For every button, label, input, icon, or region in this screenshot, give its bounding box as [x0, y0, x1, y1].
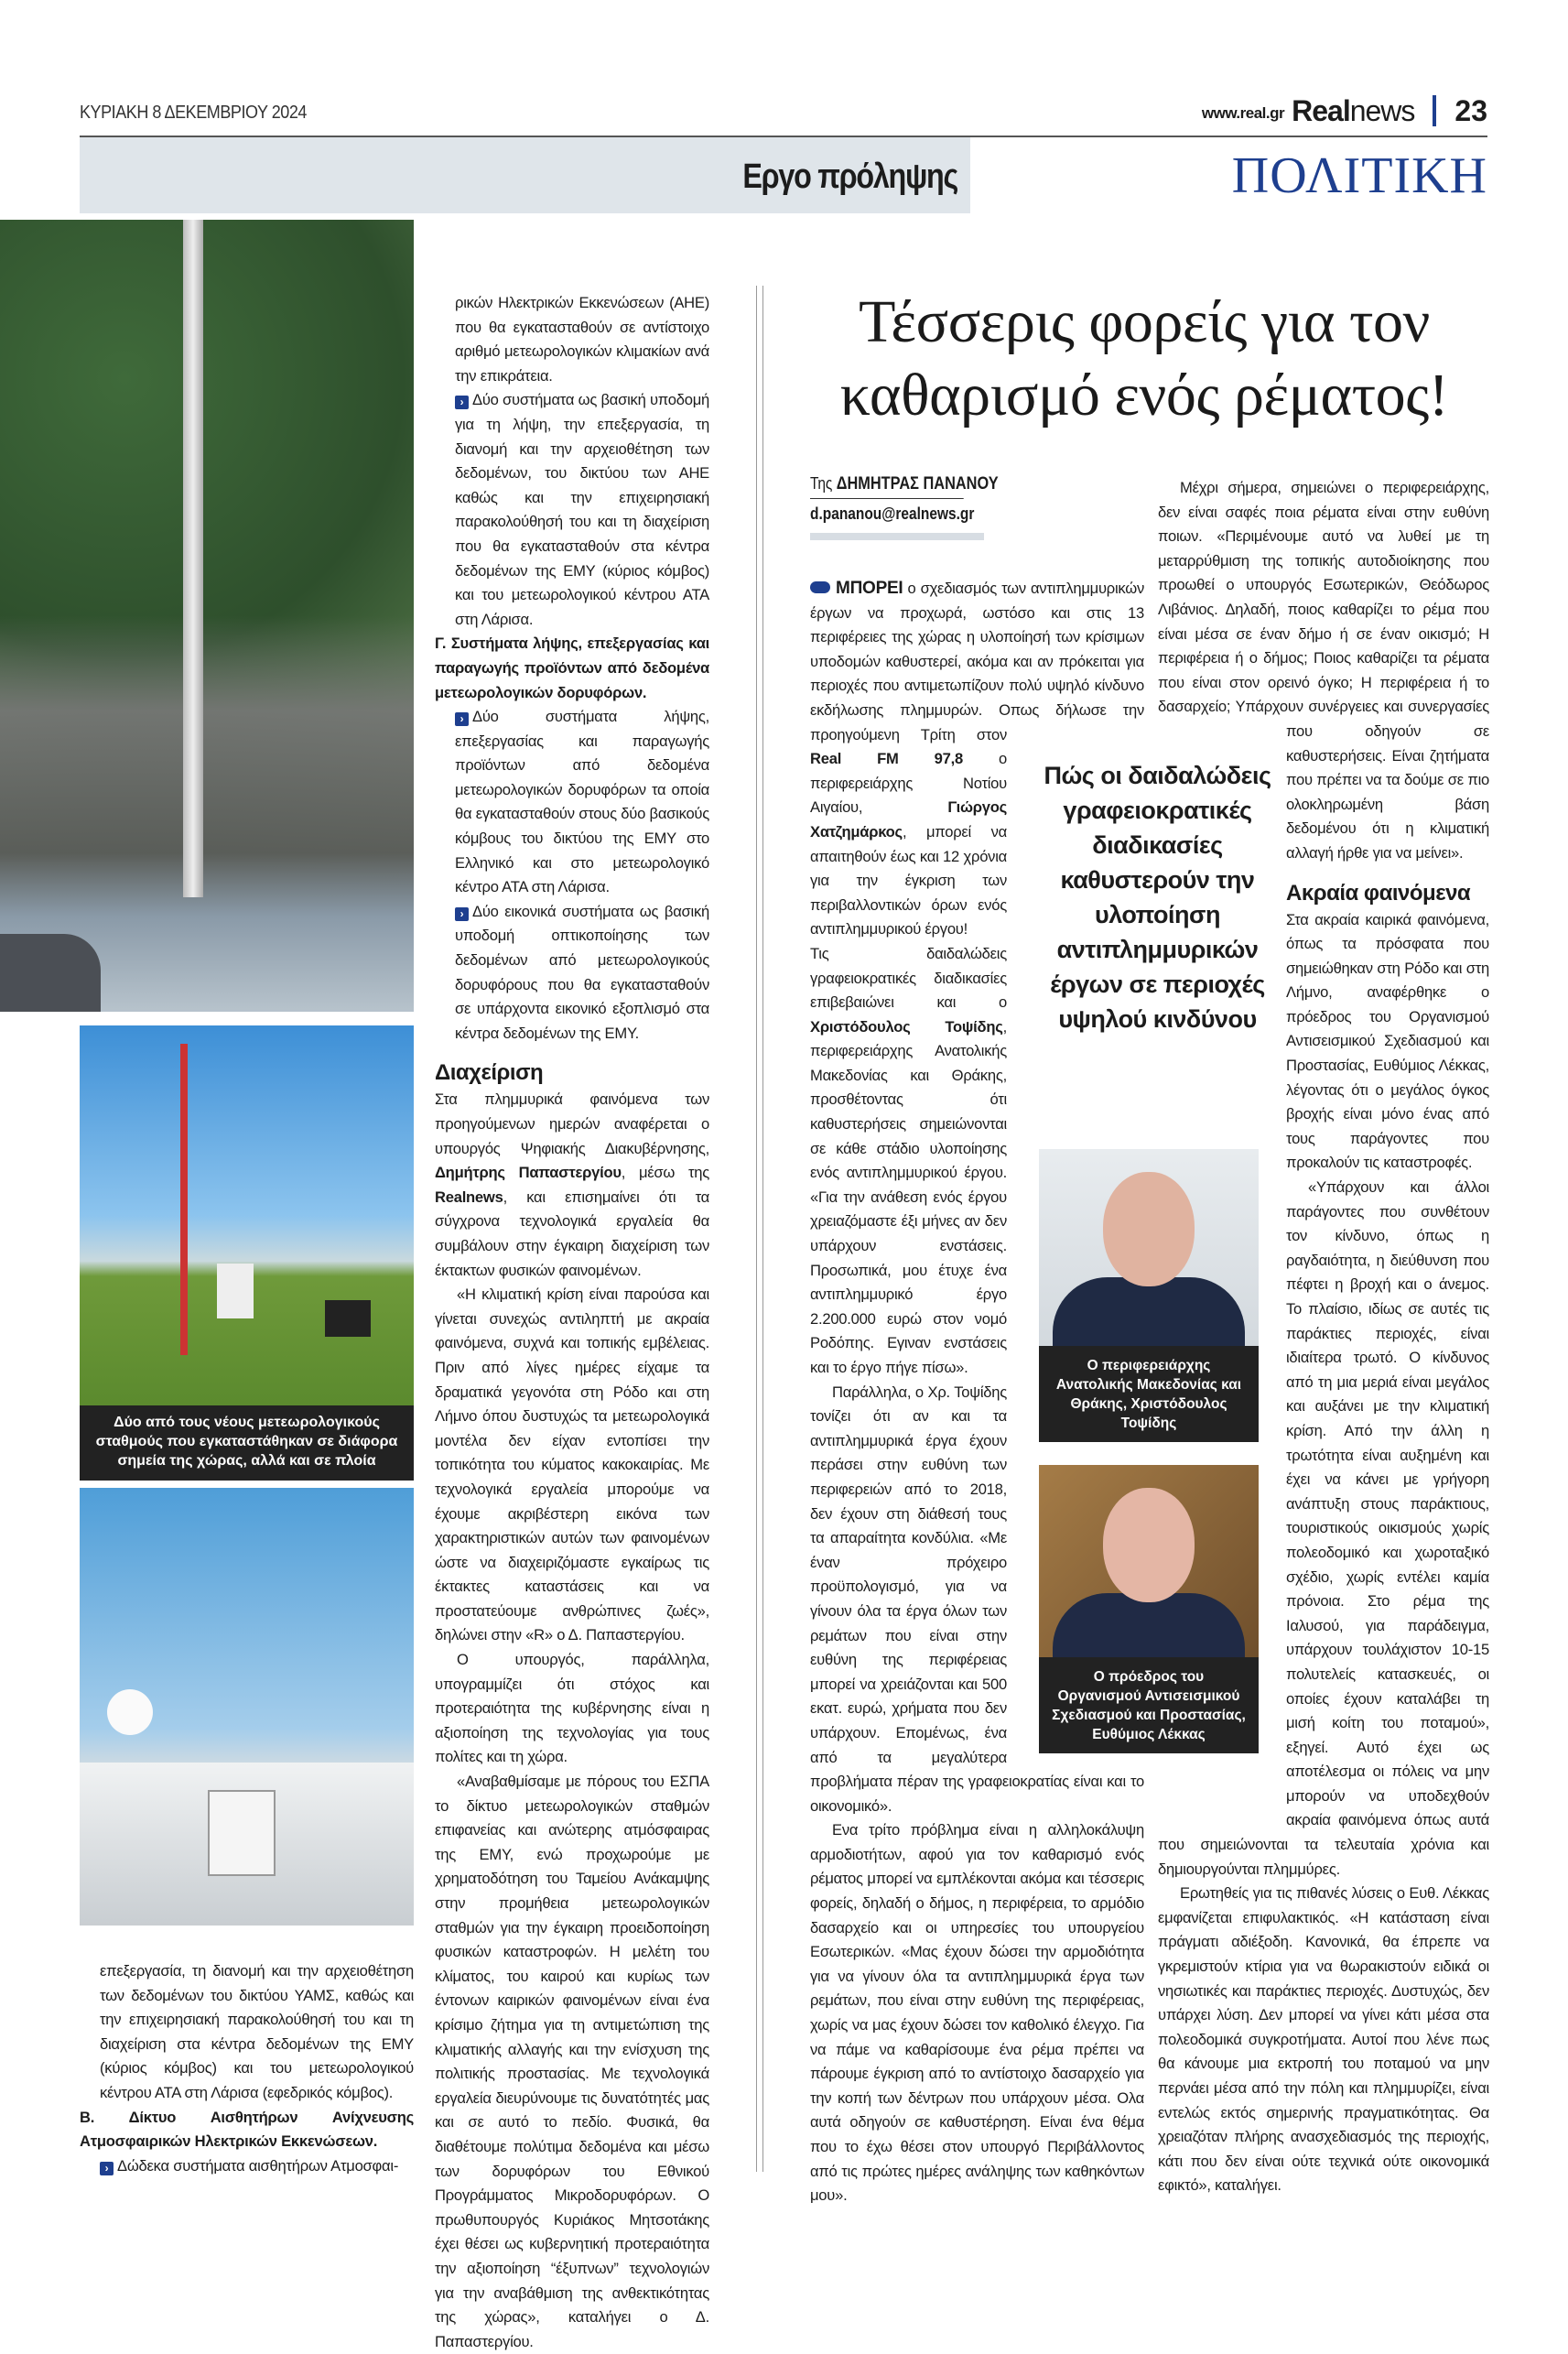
text-run: Β. Δίκτυο Αισθητήρων Ανίχνευσης Ατμοσφαιρικών Ηλεκτρικών Εκκενώσεων. — [80, 2108, 414, 2151]
ship-station-photo — [80, 1488, 414, 1926]
topic-banner-title: Εργο πρόληψης — [742, 157, 957, 196]
column-2 — [435, 291, 709, 2354]
topic-banner — [80, 137, 970, 213]
station-box — [325, 1300, 371, 1337]
text-run: Διαχείριση — [435, 1060, 544, 1086]
portrait-suit — [1053, 1593, 1245, 1657]
byline-prefix: Της — [810, 474, 833, 493]
section-title: ΠΟΛΙΤΙΚΗ — [1231, 147, 1487, 204]
bold-name: Real FM 97,8 — [810, 750, 963, 768]
byline-name: ΔΗΜΗΤΡΑΣ ΠΑΝΑΝΟΥ — [836, 474, 999, 494]
bullet-arrow-icon: › — [455, 907, 469, 921]
car-in-flood — [0, 934, 101, 1012]
text-run: , μέσω της — [621, 1164, 709, 1182]
portrait-face — [1103, 1488, 1195, 1602]
text-run: Τις δαιδαλώδεις γραφειοκρατικές διαδικασίες επιβεβαιώνει και ο — [810, 944, 1007, 1012]
stations-caption: Δύο από τους νέους μετεωρολογικούς σταθμούς που εγκαταστάθηκαν σε διάφορα σημεία της χώρας, αλλά και σε πλοία — [80, 1405, 414, 1481]
text-run: επεξεργασία, τη διανομή και την αρχειοθέτηση των δεδομένων του δικτύου ΥΑΜΣ, καθώς και την επιχειρησιακή παρακολούθησή του και τη διαχείριση στα κέντρα δεδομένων της ΕΜΥ (κύριος κόμβος) και του μετεωρολογικού κέντρου ΑΤΑ στη Λάρισα (εφεδρικός κόμβος). — [100, 1962, 414, 2101]
lekkas-caption: Ο πρόεδρος του Οργανισμού Αντισεισμικού Σχεδιασμού και Προστασίας, Ευθύμιος Λέκκας — [1039, 1657, 1259, 1753]
bullet-arrow-icon: › — [455, 712, 469, 726]
paragraph — [435, 1648, 709, 1770]
page-number: 23 — [1454, 94, 1487, 127]
paragraph — [435, 705, 709, 900]
weather-station-photo — [80, 1025, 414, 1405]
paragraph — [435, 388, 709, 632]
text-run: Δώδεκα συστήματα αισθητήρων Ατμοσφαι- — [117, 2156, 399, 2175]
text-run: Ακραία φαινόμενα — [1286, 880, 1471, 906]
tofidis-portrait — [1039, 1149, 1259, 1346]
paragraph — [435, 1088, 709, 1283]
text-run: Μέχρι σήμερα, σημειώνει ο περιφερειάρχης, δεν είναι σαφές ποια ρέματα είναι στην ευθύνη ποιων. «Περιμένουμε αυτό να λυθεί με τη μεταρρύθμιση της τοπικής αυτοδιοίκησης που προωθεί ο υπουργός Εσωτερικών, Θεόδωρος Λιβάνιος. Δηλαδή, ποιος καθαρίζει το ρέμα που είναι μέσα σε έναν δήμο ή σε έναν οικισμό; Η περιφέρεια ή ο δήμος; Ποιος καθαρίζει τα ρέματα που είναι στον ορεινό όγκο; Η περιφέρεια ή το δασαρχείο; Υπάρχουν συνέργειες και συνεργασίες που οδηγούν σε καθυστερήσεις. Είναι ζητήματα που πρέπει να τα δούμε σε πιο ολοκληρωμένη βάση δεδομένου ότι η κλιματική αλλαγή ήρθε για να μείνει». — [1158, 479, 1489, 862]
text-run: Ο υπουργός, παράλληλα, υπογραμμίζει ότι στόχος και προτεραιότητα της κυβέρνησης είναι η αξιοποίηση της τεχνολογίας για τους πολίτες και τη χώρα. — [435, 1651, 709, 1766]
text-run: «Η κλιματική κρίση είναι παρούσα και γίνεται συνεχώς αντιληπτή με ακραία φαινόμενα, συχνά και τοπικής εμβέλειας. Πριν από λίγες ημέρες είχαμε τα δραματικά γεγονότα στη Ρόδο και στη Λήμνο όπου δυστυχώς τα μετεωρολογικά μοντέλα δεν είχαν εντοπίσει την τοπικότητα του κύματος κακοκαιρίας. Με τεχνολογικά εργαλεία μπορούμε να έχουμε ακριβέστερη εικόνα των χαρακτηριστικών αυτών των φαινομένων ώστε να διαχειριζόμαστε εγκαίρως τις έκτακτες καταστάσεις και να προστατεύουμε ανθρώπινες ζωές», δηλώνει στην «R» ο Δ. Παπαστεργίου. — [435, 1285, 709, 1644]
byline — [810, 474, 999, 540]
portrait-suit — [1053, 1277, 1245, 1346]
text-run: , περιφερειάρχης Ανατολικής Μακεδονίας και Θράκης, προσθέτοντας ότι καθυστερήσεις σημειώνονται σε κάθε στάδιο υλοποίησης ενός αντιπλημμυρικού έργου. «Για την ανάθεση ενός έργου χρειαζόμαστε έξι μήνες αν δεν υπάρχουν ενστάσεις. Προσωπικά, μου έτυχε ένα αντιπλημμυρικό έργο 2.200.000 ευρώ στον νομό Ροδόπης. Εγιναν ενστάσεις και το έργο πήγε πίσω». — [810, 1017, 1007, 1376]
lekkas-portrait — [1039, 1465, 1259, 1657]
portrait-face — [1103, 1172, 1195, 1286]
text-run: , και επισημαίνει ότι τα σύγχρονα τεχνολογικά εργαλεία θα συμβάλουν στην έγκαιρη διαχείριση των έκτακτων φυσικών φαινομένων. — [435, 1188, 709, 1279]
station-box — [217, 1264, 254, 1318]
article-headline — [796, 286, 1492, 432]
paragraph — [435, 900, 709, 1047]
bold-name: Δημήτρης Παπαστεργίου — [435, 1164, 622, 1182]
paragraph — [80, 2154, 414, 2179]
text-run: ρικών Ηλεκτρικών Εκκενώσεων (ΑΗΕ) που θα εγκατασταθούν σε αντίστοιχο αριθμό μετεωρολογικών κλιμακίων ανά την επικράτεια. — [455, 294, 709, 385]
masthead-divider — [1433, 95, 1436, 126]
text-run: «Υπάρχουν και άλλοι παράγοντες που συνθέτουν τον κίνδυνο, όπως η ραγδαιότητα, η διεύθυνση που πέφτει η βροχή και ο άνεμος. Το πλαίσιο, ιδίως σε αυτές τις παράκτιες περιοχές, είναι ιδιαίτερα τρωτό. Ο κίνδυνος από τη μια μεριά είναι μεγάλος και αυξάνει με την κλιματική κρίση. Από την άλλη η τρωτότητα είναι αυξημένη και έχει να κάνει με γρήγορη ανάπτυξη στους παράκτιους, τουριστικούς οικισμούς χωρίς πολεοδομικό και χωροταξικό σχέδιο, χωρίς εντέλει καμία πρόνοια. Στο ρέμα της Ιαλυσού, για παράδειγμα, υπάρχουν τουλάχιστον 10-15 πολυτελείς κατασκευές, οι οποίες έχουν καταλάβει τη μισή κοίτη του ποταμού», εξηγεί. Αυτό έχει ως αποτέλεσμα οι πόλεις να μην μπορούν να υποδεχθούν ακραία φαινόμενα όπως αυτά που σημειώνονται τα τελευταία χρόνια και δημιουργούνται πλημμύρες. — [1158, 1178, 1489, 1878]
text-run: , μπορεί να απαιτηθούν έως και 12 χρόνια για την έγκριση των περιβαλλοντικών όρων ενός αντιπλημμυρικού έργου! — [810, 822, 1007, 938]
paragraph — [80, 1959, 414, 2106]
tofidis-caption: Ο περιφερειάρχης Ανατολικής Μακεδονίας και Θράκης, Χριστόδουλος Τοψίδης — [1039, 1346, 1259, 1442]
radar-dome — [107, 1689, 153, 1735]
bold-name: Realnews — [435, 1188, 503, 1206]
byline-email[interactable]: d.pananou@realnews.gr — [810, 504, 975, 523]
lead-marker-icon — [810, 581, 830, 593]
subheading — [435, 1058, 709, 1088]
issue-date: ΚΥΡΙΑΚΗ 8 ΔΕΚΕΜΒΡΙΟΥ 2024 — [80, 103, 307, 123]
brand-logo — [1292, 95, 1414, 126]
paragraph — [435, 632, 709, 705]
headline-line: Τέσσερις φορείς για τον — [859, 288, 1430, 355]
site-url[interactable]: www.real.gr — [1201, 104, 1285, 122]
paragraph — [80, 2106, 414, 2154]
byline-bar — [810, 533, 984, 540]
paragraph — [1158, 1882, 1489, 2198]
paragraph — [810, 1818, 1144, 2208]
station-mast — [180, 1044, 188, 1355]
text-run: Στα ακραία καιρικά φαινόμενα, όπως τα πρόσφατα που σημειώθηκαν στη Ρόδο και στη Λήμνο, αναφέρθηκε ο πρόεδρος του Οργανισμού Αντισεισμικού Σχεδιασμού και Προστασίας, Ευθύμιος Λέκκας, λέγοντας ότι ο μεγάλος όγκος βροχής είναι μόνο ένας από τους παράγοντες που προκαλούν τις καταστροφές. — [1286, 910, 1489, 1172]
bullet-arrow-icon: › — [100, 2162, 114, 2175]
bold-name: Γιώργος Χατζημάρκος — [810, 798, 1007, 841]
paragraph — [435, 1770, 709, 2354]
text-run: Παράλληλα, ο Χρ. Τοψίδης τονίζει ότι αν και τα αντιπλημμυρικά έργα έχουν περάσει στην ευθύνη των περιφερειών από το 2018, δεν έχουν στη διάθεσή τους τα απαραίτητα κονδύλια. «Με έναν πρόχειρο προϋπολογισμό, για να γίνουν όλα τα έργα όλων των ρεμάτων που είναι στην ευθύνη της περιφέρειας μπορεί να χρειάζονται και 500 εκατ. ευρώ, χρήματα που δεν υπάρχουν. Επομένως, ένα από τα μεγαλύτερα προβλήματα πέραν της γραφειοκρατίας είναι και το οικονομικό». — [810, 1383, 1144, 1815]
paragraph — [435, 291, 709, 388]
station-unit — [208, 1790, 276, 1876]
brand-light: news — [1349, 94, 1415, 127]
flood-street-photo — [0, 220, 414, 1012]
column-divider — [756, 286, 763, 2172]
pull-quote: Πώς οι δαιδαλώδεις γραφειοκρατικές διαδικασίες καθυστερούν την υλοποίηση αντιπλημμυρικών έργων σε περιοχές υψηλού κινδύνου — [1044, 762, 1271, 1033]
text-run: Γ. Συστήματα λήψης, επεξεργασίας και παραγωγής προϊόντων από δεδομένα μετεωρολογικών δορυφόρων. — [435, 635, 709, 701]
byline-author — [810, 474, 999, 499]
bold-name: Χριστόδουλος Τοψίδης — [810, 1017, 1003, 1036]
text-run: Δύο συστήματα ως βασική υποδομή για τη λήψη, την επεξεργασία, τη διανομή και την αρχειοθέτηση των δεδομένων, του δικτύου των ΑΗΕ καθώς και την επιχειρησιακή παρακολούθησή του και τη διαχείριση που θα εγκατασταθούν στα κέντρα δεδομένων της ΕΜΥ (κύριος κόμβος) και του μετεωρολογικού κέντρου ΑΤΑ στη Λάρισα. — [455, 391, 709, 628]
headline-line: καθαρισμό ενός ρέματος! — [839, 362, 1449, 428]
lamp-pole — [183, 220, 203, 897]
text-run: ο περιφερειάρχης Νοτίου Αιγαίου, — [810, 750, 1008, 817]
paragraph — [435, 1283, 709, 1648]
text-run: Δύο εικονικά συστήματα ως βασική υποδομή οπτικοποίησης των δεδομένων από μετεωρολογικούς δορυφόρους που θα εγκατασταθούν σε υπάρχοντα εικονικό εξοπλισμό στα κέντρα δεδομένων της ΕΜΥ. — [455, 902, 709, 1042]
text-run: Δύο συστήματα λήψης, επεξεργασίας και παραγωγής προϊόντων από δεδομένα μετεωρολογικών δορυφόρων τα οποία θα εγκατασταθούν στους δύο βασικούς κόμβους του δικτύου της ΕΜΥ στο Ελληνικό και στο μετεωρολογικό κέντρο ΑΤΑ στη Λάρισα. — [455, 708, 709, 896]
column-1 — [80, 1959, 414, 2178]
bullet-arrow-icon: › — [455, 396, 469, 409]
text-run: «Αναβαθμίσαμε με πόρους του ΕΣΠΑ το δίκτυο μετεωρολογικών σταθμών επιφανείας και ανώτερης ατμόσφαιρας της ΕΜΥ, ενώ προχωρούμε με χρηματοδότηση του Ταμείου Ανάκαμψης στην προμήθεια μετεωρολογικών σταθμών για την έγκαιρη προειδοποίηση φυσικών καταστροφών. Η μελέτη του κλίματος, του καιρού και κυρίως των έντονων καιρικών φαινομένων είναι ένα κρίσιμο ζήτημα για τη αντιμετώπιση της κλιματικής αλλαγής και την ενίσχυση της πολιτικής προστασίας. Με τεχνολογικά εργαλεία διευρύνουμε τις δυνατότητές μας και σε αυτό το πεδίο. Φυσικά, θα διαθέτουμε πολύτιμα δεδομένα και μέσω των δορυφόρων του Εθνικού Προγράμματος Μικροδορυφόρων. Ο πρωθυπουργός Κυριάκος Μητσοτάκης έχει θέσει ως κυβερνητική προτεραιότητα την αξιοποίηση “έξυπνων” τεχνολογιών για την αναβάθμιση της ανθεκτικότητας της χώρας», καταλήγει ο Δ. Παπαστεργίου. — [435, 1773, 709, 2350]
text-run: Ενα τρίτο πρόβλημα είναι η αλληλοκάλυψη αρμοδιοτήτων, αφού για τον καθαρισμό ενός ρέματος μπορεί να εμπλέκονται ακόμα και τέσσερις φορείς, δηλαδή ο δήμος, η περιφέρεια, το αρμόδιο δασαρχείο και οι υπηρεσίες του υπουργείου Εσωτερικών. «Μας έχουν δώσει την αρμοδιότητα για να γίνουν όλα τα αντιπλημμυρικά έργα των ρεμάτων, που είναι στην ευθύνη της περιφέρειας, χωρίς να μας έχουν δώσει τον καθολικό έλεγχο. Για να πάμε να καθαρίσουμε ένα ρέμα πρέπει να πάρουμε έγκριση από το αντίστοιχο δασαρχείο για την κοπή των δέντρων που υπάρχουν μέσα. Ολα αυτά οδηγούν σε καθυστέρηση. Είναι ένα θέμα που το έχω θέσει στον υπουργό Περιβάλλοντος από τις πρώτες ημέρες ανάληψης των καθηκόντων μου». — [810, 1821, 1144, 2205]
text-run: ο σχεδιασμός των αντιπλημμυρικών έργων να προχωρά, ωστόσο και στις 13 περιφέρειες της χώρας η υλοποίησή των κρίσιμων υποδομών καθυστερεί, ακόμα και αν πρόκειται για περιοχές που αντιμετωπίζουν πολύ υψηλό κίνδυνο εκδήλωσης πλημμυρών. Οπως δήλωσε την προηγούμενη Τρίτη στον — [810, 580, 1144, 743]
masthead — [1202, 95, 1487, 126]
text-run: Ερωτηθείς για τις πιθανές λύσεις ο Ευθ. Λέκκας εμφανίζεται επιφυλακτικός. «Η κατάσταση είναι πράγματι αδιέξοδη. Κανονικά, θα έπρεπε να γκρεμιστούν κτίρια για να θωρακιστούν ειδικά οι νησιωτικές και παράκτιες περιοχές. Δυστυχώς, δεν υπάρχει λύση. Δεν μπορεί να γίνει κάτι μέσα στα πολεοδομικά συγκροτήματα. Αυτοί που λένε πως θα κάνουμε μια εκτροπή του ποταμού να μην περνάει μέσα από την πόλη και πλημμυρίζει, είναι εντελώς εκτός σημερινής πραγματικότητας. Θα χρειαζόταν πλήρης ανασχεδιασμός της περιοχής, κάτι που δεν είναι ούτε τεχνικά ούτε οικονομικά εφικτό», καταλήγει. — [1158, 1884, 1489, 2195]
brand-bold: Real — [1292, 94, 1350, 127]
lead-word: ΜΠΟΡΕΙ — [836, 579, 903, 598]
text-run: Στα πλημμυρικά φαινόμενα των προηγούμενων ημερών αναφέρεται ο υπουργός Ψηφιακής Διακυβέρνησης, — [435, 1090, 709, 1157]
